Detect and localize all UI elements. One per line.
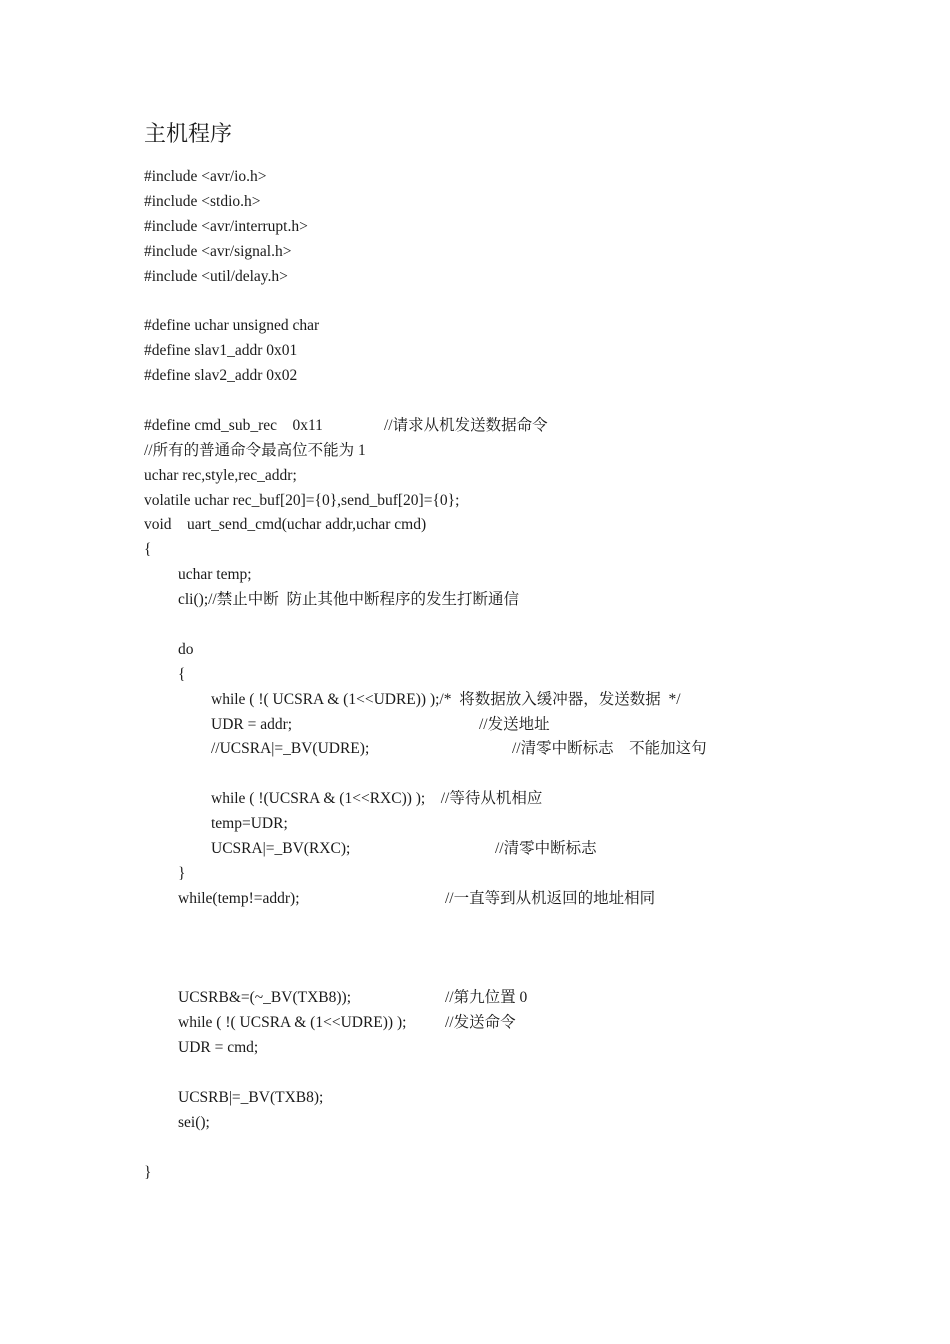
code-text: void uart_send_cmd(uchar addr,uchar cmd) xyxy=(144,516,427,534)
code-line xyxy=(144,364,924,389)
code-line xyxy=(144,613,924,638)
code-line xyxy=(144,837,924,862)
code-text: while ( !( UCSRA & (1<<UDRE)) ); xyxy=(178,1014,407,1032)
code-text: #include <avr/signal.h> xyxy=(144,242,292,260)
code-line xyxy=(144,563,924,588)
code-text: #include <stdio.h> xyxy=(144,192,261,210)
code-text: UCSRA|=_BV(RXC); xyxy=(211,840,351,858)
code-text: { xyxy=(178,665,186,683)
code-text: { xyxy=(144,541,152,559)
code-line xyxy=(144,265,924,290)
code-text: while(temp!=addr); xyxy=(178,889,300,907)
code-text: UCSRB|=_BV(TXB8); xyxy=(178,1088,324,1106)
code-comment: //清零中断标志 xyxy=(495,840,597,858)
code-text: cli();//禁止中断 防止其他中断程序的发生打断通信 xyxy=(178,591,519,609)
code-line xyxy=(144,762,924,787)
code-text: UDR = cmd; xyxy=(178,1039,259,1057)
code-line xyxy=(144,912,924,937)
code-text: while ( !( UCSRA & (1<<UDRE)) );/* 将数据放入缓冲器，发送数据 */ xyxy=(211,690,681,708)
code-comment: //发送地址 xyxy=(479,715,550,733)
code-text: #include <avr/io.h> xyxy=(144,168,267,185)
code-text: } xyxy=(178,864,186,882)
code-line xyxy=(144,339,924,364)
code-line xyxy=(144,588,924,613)
code-text: UCSRB&=(~_BV(TXB8)); xyxy=(178,989,351,1007)
code-line xyxy=(144,538,924,563)
code-text: do xyxy=(178,640,194,658)
code-listing xyxy=(144,165,924,1186)
code-line xyxy=(144,1011,924,1036)
code-line xyxy=(144,190,924,215)
code-line xyxy=(144,464,924,489)
code-line xyxy=(144,887,924,912)
code-line xyxy=(144,1161,924,1186)
code-comment: //发送命令 xyxy=(445,1014,516,1032)
code-line xyxy=(144,289,924,314)
code-line xyxy=(144,314,924,339)
code-text: #include <avr/interrupt.h> xyxy=(144,217,308,235)
code-comment: //一直等到从机返回的地址相同 xyxy=(445,889,656,907)
page-title: 主机程序 xyxy=(144,121,233,146)
code-text: //所有的普通命令最高位不能为 1 xyxy=(144,441,366,459)
code-line xyxy=(144,489,924,514)
code-text: UDR = addr; xyxy=(211,715,293,733)
code-comment: //第九位置 0 xyxy=(445,989,528,1007)
code-text: sei(); xyxy=(178,1113,210,1131)
code-comment: //请求从机发送数据命令 xyxy=(384,416,548,434)
code-line xyxy=(144,513,924,538)
code-line xyxy=(144,962,924,987)
code-text: #include <util/delay.h> xyxy=(144,267,288,285)
code-line xyxy=(144,439,924,464)
code-line xyxy=(144,240,924,265)
code-line xyxy=(144,414,924,439)
code-line xyxy=(144,389,924,414)
code-line xyxy=(144,663,924,688)
code-text: while ( !(UCSRA & (1<<RXC)) ); //等待从机相应 xyxy=(211,790,543,808)
code-line xyxy=(144,165,924,190)
code-text: uchar rec,style,rec_addr; xyxy=(144,466,297,484)
code-line xyxy=(144,1061,924,1086)
code-text: #define slav1_addr 0x01 xyxy=(144,342,298,360)
code-text: //UCSRA|=_BV(UDRE); xyxy=(211,740,370,758)
code-line xyxy=(144,1086,924,1111)
code-comment: //清零中断标志 不能加这句 xyxy=(512,740,707,758)
code-text: uchar temp; xyxy=(178,566,252,584)
code-line xyxy=(144,812,924,837)
code-text: temp=UDR; xyxy=(211,815,288,833)
code-line xyxy=(144,638,924,663)
code-line xyxy=(144,1111,924,1136)
code-line xyxy=(144,713,924,738)
code-line xyxy=(144,215,924,240)
code-line xyxy=(144,1136,924,1161)
code-text: #define uchar unsigned char xyxy=(144,317,320,335)
code-text: } xyxy=(144,1163,152,1181)
code-line xyxy=(144,787,924,812)
code-line xyxy=(144,1036,924,1061)
code-line xyxy=(144,688,924,713)
code-line xyxy=(144,937,924,962)
code-text: #define slav2_addr 0x02 xyxy=(144,367,298,385)
code-line xyxy=(144,862,924,887)
code-text: #define cmd_sub_rec 0x11 xyxy=(144,416,323,434)
code-line xyxy=(144,986,924,1011)
code-text: volatile uchar rec_buf[20]={0},send_buf[20]={0}; xyxy=(144,491,460,509)
code-line xyxy=(144,737,924,762)
